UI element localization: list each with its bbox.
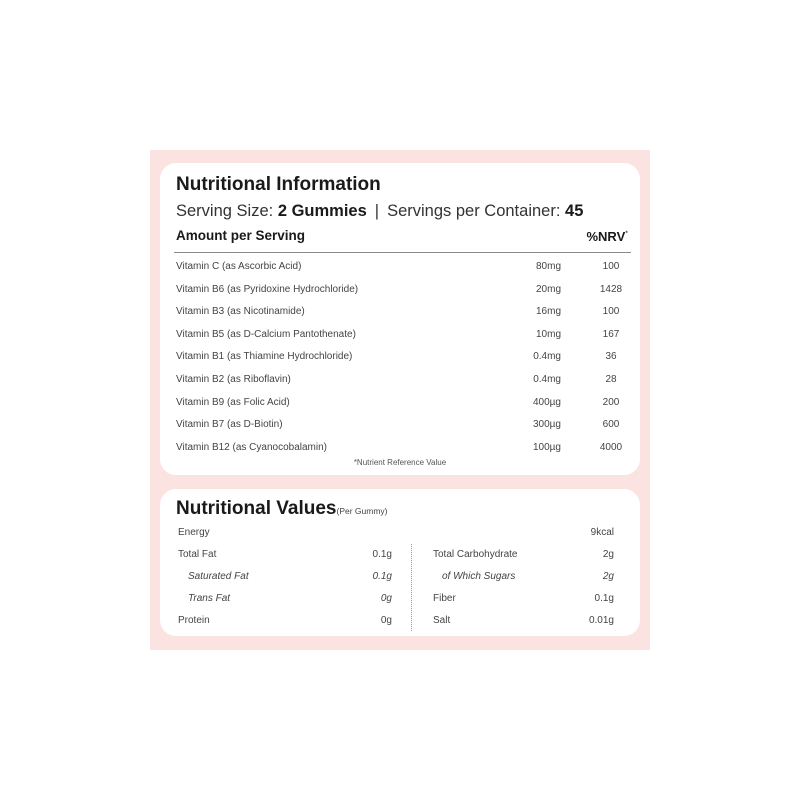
vitamin-name: Vitamin B7 (as D-Biotin) (176, 419, 283, 431)
vitamin-amount: 400µg (532, 396, 561, 408)
table-row (176, 301, 631, 324)
vitamin-amount: 0.4mg (533, 373, 561, 385)
energy-value: 9kcal (590, 527, 614, 538)
nutritional-values-card (160, 489, 640, 636)
vitamin-nrv: 1428 (599, 283, 623, 295)
column-divider (411, 544, 412, 631)
saturated-fat-label: Saturated Fat (188, 571, 249, 582)
nutritional-information-title: Nutritional Information (176, 174, 381, 195)
table-row (176, 346, 631, 369)
energy-label: Energy (178, 527, 210, 538)
nrv-header (586, 229, 628, 244)
vitamin-amount: 300µg (532, 419, 561, 431)
sugars-value: 2g (602, 571, 614, 582)
vitamin-name: Vitamin B1 (as Thiamine Hydrochloride) (176, 351, 353, 363)
saturated-fat-value: 0.1g (372, 571, 392, 582)
vitamin-amount: 100µg (532, 441, 561, 453)
salt-label: Salt (433, 615, 451, 626)
vitamin-nrv: 600 (602, 419, 620, 431)
vitamin-name: Vitamin B3 (as Nicotinamide) (176, 306, 305, 318)
table-row (176, 324, 631, 347)
nutritional-values-title (176, 498, 387, 520)
vitamin-nrv: 200 (602, 396, 620, 408)
protein-value: 0g (380, 615, 392, 626)
table-row (176, 279, 631, 302)
table-row (176, 392, 631, 415)
table-row (176, 414, 631, 437)
vitamin-name: Vitamin B5 (as D-Calcium Pantothenate) (176, 328, 356, 340)
vitamin-nrv: 36 (605, 351, 617, 363)
per-gummy-subtitle: (Per Gummy) (336, 506, 388, 516)
vitamin-name: Vitamin B12 (as Cyanocobalamin) (176, 441, 328, 453)
vitamin-amount: 10mg (535, 328, 561, 340)
vitamin-name: Vitamin B9 (as Folic Acid) (176, 396, 290, 408)
servings-per-container-label: Servings per Container: (387, 202, 561, 220)
table-row (176, 369, 631, 392)
vitamin-name: Vitamin C (as Ascorbic Acid) (176, 261, 302, 272)
vitamin-nrv: 4000 (599, 441, 623, 453)
table-row (176, 437, 631, 460)
vitamin-nrv: 100 (602, 261, 620, 272)
vitamin-nrv: 28 (605, 373, 617, 385)
nutritional-information-card (160, 163, 640, 475)
fiber-value: 0.1g (594, 593, 614, 604)
nrv-asterisk: * (625, 230, 628, 238)
vitamin-nrv: 100 (602, 306, 620, 318)
serving-size-label: Serving Size: (176, 202, 274, 220)
serving-line (176, 202, 583, 221)
vitamin-name: Vitamin B2 (as Riboflavin) (176, 373, 291, 385)
vitamin-amount: 16mg (535, 306, 561, 318)
table-row (176, 256, 631, 279)
vitamin-amount: 20mg (535, 283, 561, 295)
vitamin-amount: 80mg (535, 261, 561, 272)
trans-fat-value: 0g (380, 593, 392, 604)
total-fat-value: 0.1g (372, 549, 392, 560)
nrv-header-label: %NRV (586, 229, 626, 244)
fiber-label: Fiber (433, 593, 456, 604)
salt-value: 0.01g (588, 615, 614, 626)
serving-size-value: 2 Gummies (277, 202, 367, 220)
vitamin-nrv: 167 (602, 328, 620, 340)
nutritional-values-heading: Nutritional Values (176, 498, 337, 519)
vitamin-list (176, 256, 631, 459)
amount-per-serving-header: Amount per Serving (176, 228, 306, 243)
servings-per-container-value: 45 (565, 202, 584, 220)
protein-label: Protein (178, 615, 210, 626)
vitamin-name: Vitamin B6 (as Pyridoxine Hydrochloride) (176, 283, 359, 295)
header-divider (174, 252, 631, 253)
vitamin-amount: 0.4mg (533, 351, 561, 363)
sugars-label: of Which Sugars (442, 571, 516, 582)
total-carbohydrate-value: 2g (602, 549, 614, 560)
serving-separator: | (374, 202, 380, 220)
nrv-footnote: *Nutrient Reference Value (353, 458, 447, 467)
trans-fat-label: Trans Fat (188, 593, 231, 604)
total-carbohydrate-label: Total Carbohydrate (433, 549, 518, 560)
total-fat-label: Total Fat (178, 549, 217, 560)
